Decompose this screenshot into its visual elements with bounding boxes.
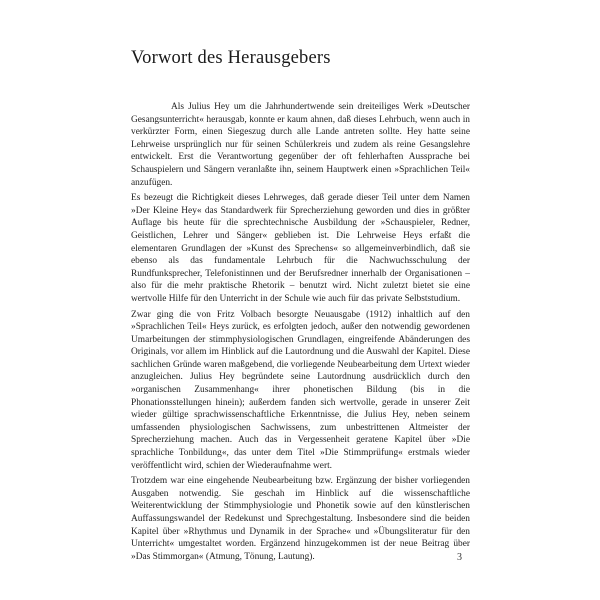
page-title: Vorwort des Herausgebers (131, 48, 331, 68)
paragraph-4: Trotzdem war eine eingehende Neubearbeitung bzw. Ergänzung der bisher vorliegenden Ausgaben notwendig. Sie geschah im Hinblick auf die wissenschaftliche Weiterentwicklung der Stimmphysiologie und Phonetik sowie auf den künstlerischen Auffassungswandel der Redekunst und Sprechgestaltung. Insbesondere sind die beiden Kapitel über »Rhythmus und Dynamik in der Sprache« und »Übungsliteratur für den Unterricht« umgestaltet worden. Ergänzend hinzugekommen ist der neue Beitrag über »Das Stimmorgan« (Atmung, Tönung, Lautung). (131, 476, 470, 562)
paragraph-3: Zwar ging die von Fritz Volbach besorgte Neuausgabe (1912) inhaltlich auf den »Sprachlichen Teil« Heys zurück, es erfolgten jedoch, außer den notwendig gewordenen Umarbeitungen der stimmphysiologischen Grundlagen, eingreifende Abänderungen des Originals, vor allem im Hinblick auf die Lautordnung und die Auswahl der Kapitel. Diese sachlichen Gründe waren maßgebend, die vorliegende Neubearbeitung dem Urtext wieder anzugleichen. Julius Hey begründete seine Lautordnung ausdrücklich durch den »organischen Zusammenhang« ihrer phonetischen Bildung (bis in die Phonationsstellungen hinein); außerdem fanden sich wertvolle, gerade in unserer Zeit wieder gültige sprachwissenschaftliche Erkenntnisse, die Julius Hey, neben seinem umfassenden physiologischen Sachwissens, zum unbestrittenen Altmeister der Sprecherziehung machen. Auch das in Vergessenheit geratene Kapitel über »Die sprachliche Tonbildung«, das unter dem Titel »Die Stimmprüfung« erstmals wieder veröffentlicht wird, schien der Wiederaufnahme wert. (131, 309, 470, 471)
preface-body (131, 101, 470, 566)
paragraph-2: Es bezeugt die Richtigkeit dieses Lehrweges, daß gerade dieser Teil unter dem Namen »Der Kleine Hey« das Standardwerk für Sprecherziehung geworden und dies in größter Auflage bis heute für die sprechtechnische Ausbildung der »Schauspieler, Redner, Geistlichen, Lehrer und Sänger« geblieben ist. Die Lehrweise Heys erfaßt die elementaren Grundlagen der »Kunst des Sprechens« so allgemeinverbindlich, daß sie ebenso als das fundamentale Lehrbuch für die Nachwuchsschulung der Rundfunksprecher, Telefonistinnen und der Berufsredner innerhalb der Organisationen – also für die mehr praktische Rhetorik – benutzt wird. Nicht zuletzt bietet sie eine wertvolle Hilfe für den Unterricht in der Schule wie auch für das private Selbststudium. (131, 193, 470, 304)
page-number: 3 (457, 552, 462, 563)
paragraph-1: Als Julius Hey um die Jahrhundertwende sein dreiteiliges Werk »Deutscher Gesangsunterricht« herausgab, konnte er kaum ahnen, daß dieses Lehrbuch, wenn auch in verkürzter Form, einen Siegeszug durch alle Lande antreten sollte. Hey hatte seine Lehrweise ursprünglich nur für seinen Schülerkreis und zudem als reine Gesangslehre entwickelt. Erst die Verantwortung gegenüber der oft fehlerhaften Aussprache bei Schauspielern und Sängern veranlaßte ihn, seinem Hauptwerk einen »Sprachlichen Teil« anzufügen. (131, 102, 470, 188)
